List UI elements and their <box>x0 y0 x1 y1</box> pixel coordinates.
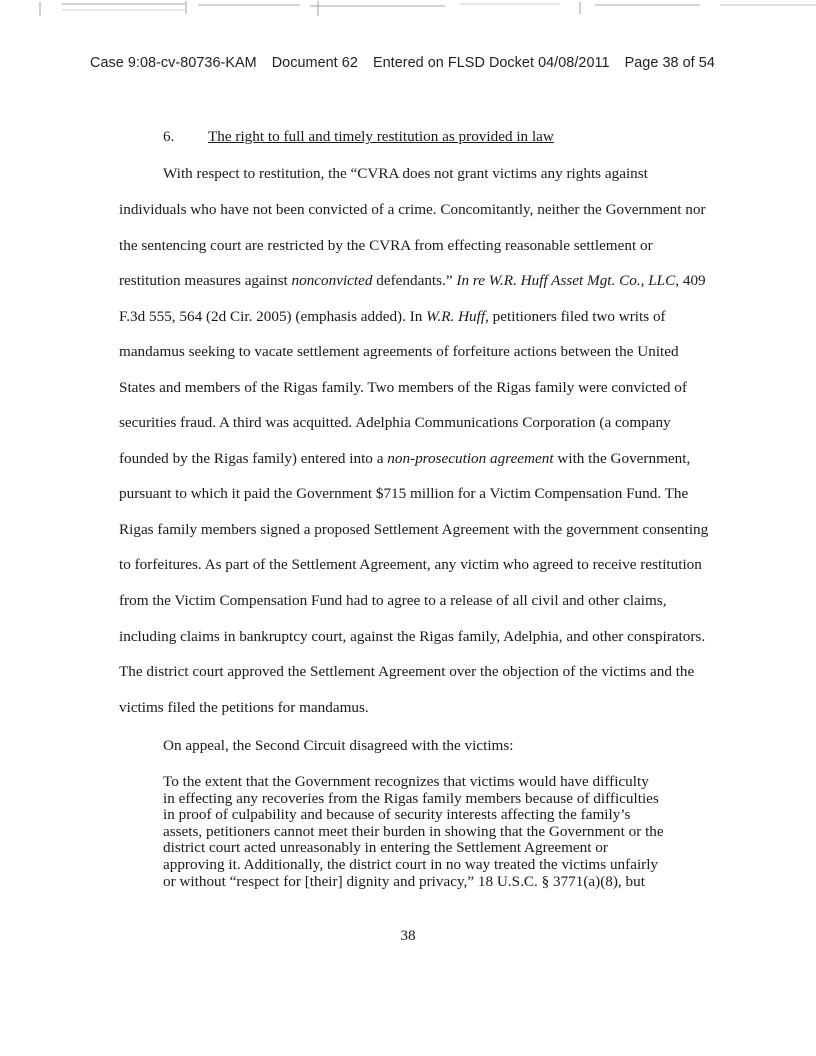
scan-artifact-marks <box>0 0 816 20</box>
body-line <box>119 272 706 290</box>
body-line: pursuant to which it paid the Government $715 million for a Victim Compensation Fund. The <box>119 485 689 502</box>
quote-line: To the extent that the Government recognizes that victims would have difficulty <box>163 773 649 790</box>
text-run: F.3d 555, 564 (2d Cir. 2005) (emphasis added). In <box>119 308 427 325</box>
emphasis-text: nonconvicted <box>291 272 373 289</box>
body-line: securities fraud. A third was acquitted. Adelphia Communications Corporation (a company <box>119 414 671 431</box>
body-line: With respect to restitution, the “CVRA does not grant victims any rights against <box>163 165 648 182</box>
body-line: the sentencing court are restricted by the CVRA from effecting reasonable settlement or <box>119 237 653 254</box>
quote-line: district court acted unreasonably in entering the Settlement Agreement or <box>163 839 608 857</box>
body-line: to forfeitures. As part of the Settlement Agreement, any victim who agreed to receive restitution <box>119 556 702 573</box>
quote-line: in proof of culpability and because of security interests affecting the family’s <box>163 806 631 824</box>
body-line: The district court approved the Settlement Agreement over the objection of the victims and the <box>119 663 695 680</box>
emphasis-text: non-prosecution agreement <box>387 450 554 467</box>
docket-header <box>90 55 770 71</box>
body-line: individuals who have not been convicted of a crime. Concomitantly, neither the Government nor <box>119 201 706 218</box>
case-citation: In re W.R. Huff Asset Mgt. Co., LLC <box>456 272 676 289</box>
text-run: restitution measures against <box>119 272 292 289</box>
section-title: The right to full and timely restitution as provided in law <box>208 128 554 145</box>
text-run: founded by the Rigas family) entered into a <box>119 450 388 467</box>
body-line: victims filed the petitions for mandamus. <box>119 699 369 716</box>
quote-line: or without “respect for [their] dignity and privacy,” 18 U.S.C. § 3771(a)(8), but <box>163 872 645 890</box>
page-indicator: Page 38 of 54 <box>624 55 715 71</box>
document-number: Document 62 <box>271 55 358 71</box>
paragraph-intro: On appeal, the Second Circuit disagreed with the victims: <box>163 737 514 754</box>
page-number: 38 <box>400 927 416 944</box>
text-run: , 409 <box>675 272 706 289</box>
body-line <box>119 450 690 468</box>
text-run: defendants.” <box>372 272 457 289</box>
block-quote <box>163 774 668 890</box>
quote-line: in effecting any recoveries from the Rigas family members because of difficulties <box>163 789 659 807</box>
body-line: including claims in bankruptcy court, against the Rigas family, Adelphia, and other conspirators. <box>119 628 706 645</box>
body-line: from the Victim Compensation Fund had to agree to a release of all civil and other claims, <box>119 592 667 609</box>
body-line: mandamus seeking to vacate settlement agreements of forfeiture actions between the United <box>119 343 679 360</box>
text-run: , petitioners filed two writs of <box>485 308 666 325</box>
body-line <box>119 308 666 326</box>
quote-line: assets, petitioners cannot meet their burden in showing that the Government or the <box>163 822 664 840</box>
text-run: with the Government, <box>553 450 691 467</box>
case-citation: W.R. Huff <box>426 308 486 325</box>
body-line: Rigas family members signed a proposed Settlement Agreement with the government consenting <box>119 521 709 538</box>
section-number: 6. <box>163 128 175 145</box>
case-number: Case 9:08-cv-80736-KAM <box>90 55 257 71</box>
body-line: States and members of the Rigas family. Two members of the Rigas family were convicted of <box>119 379 687 396</box>
docket-entry: Entered on FLSD Docket 04/08/2011 <box>372 55 610 71</box>
quote-line: approving it. Additionally, the district court in no way treated the victims unfairly <box>163 855 659 873</box>
